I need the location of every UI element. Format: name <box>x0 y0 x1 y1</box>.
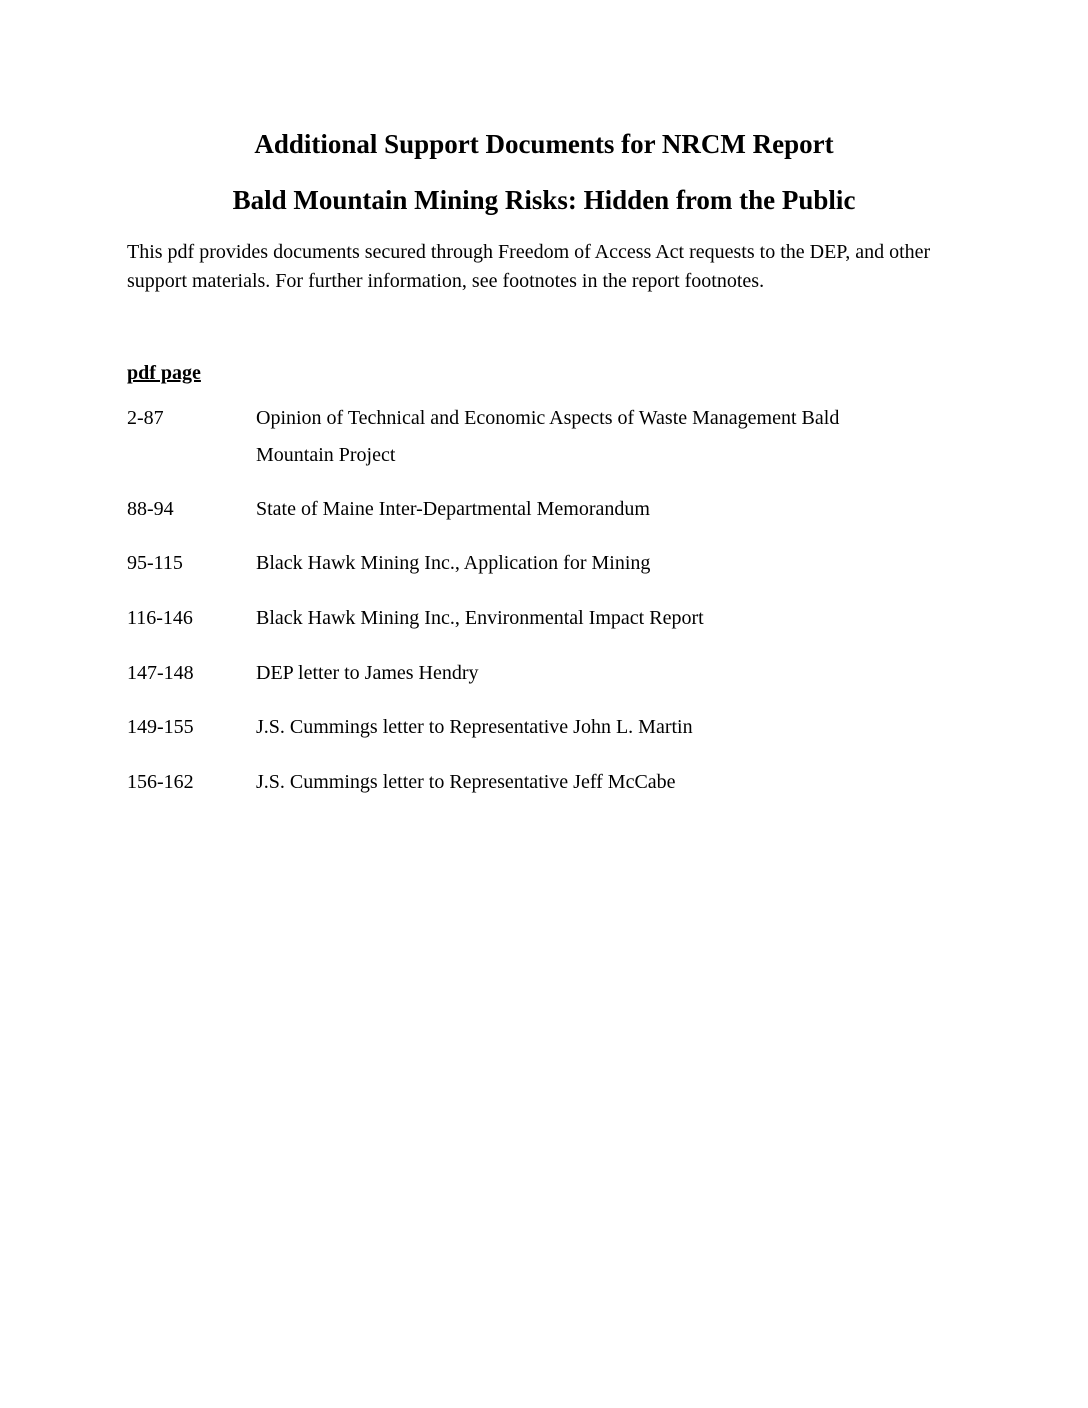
document-title: Additional Support Documents for NRCM Report <box>254 129 834 159</box>
entry-description: Black Hawk Mining Inc., Application for Mining <box>256 552 651 574</box>
pdf-page-column-header: pdf page <box>127 362 201 384</box>
entry-description: State of Maine Inter-Departmental Memorandum <box>256 498 650 520</box>
entry-description: Opinion of Technical and Economic Aspects of Waste Management Bald Mountain Project <box>256 407 840 466</box>
entry-pages: 88-94 <box>127 498 174 520</box>
entry-description: J.S. Cummings letter to Representative John L. Martin <box>256 716 693 738</box>
document-subtitle: Bald Mountain Mining Risks: Hidden from the Public <box>232 185 856 215</box>
entry-pages: 95-115 <box>127 552 183 574</box>
entry-description: DEP letter to James Hendry <box>256 662 479 684</box>
intro-paragraph: This pdf provides documents secured through Freedom of Access Act requests to the DEP, and other support materials. For further information, see footnotes in the report footnotes. <box>127 241 931 292</box>
entry-pages: 156-162 <box>127 771 194 793</box>
entry-pages: 2-87 <box>127 407 164 429</box>
entry-pages: 149-155 <box>127 716 194 738</box>
entry-description: Black Hawk Mining Inc., Environmental Impact Report <box>256 607 704 629</box>
entry-pages: 116-146 <box>127 607 193 629</box>
entry-description: J.S. Cummings letter to Representative Jeff McCabe <box>256 771 676 793</box>
entry-pages: 147-148 <box>127 662 194 684</box>
